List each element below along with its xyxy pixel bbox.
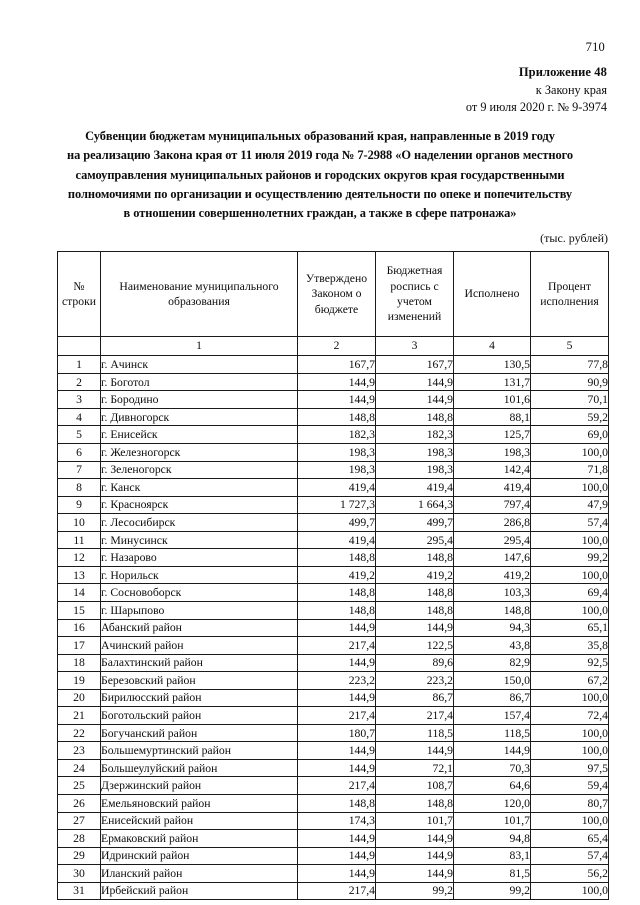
cell-municipality-name: Ачинский район — [101, 637, 298, 655]
cell-executed: 419,2 — [454, 566, 531, 584]
cell-percent-executed: 100,0 — [531, 812, 609, 830]
document-title-line: полномочиями по организации и осуществлению деятельности по опеке и попечительству — [67, 187, 573, 202]
cell-row-number: 26 — [58, 794, 101, 812]
cell-percent-executed: 47,9 — [531, 496, 609, 514]
column-number-cell — [58, 337, 101, 356]
document-title — [42, 127, 598, 224]
cell-approved-by-law: 144,9 — [298, 689, 376, 707]
cell-percent-executed: 69,0 — [531, 426, 609, 444]
cell-budget-schedule: 148,8 — [376, 584, 454, 602]
cell-budget-schedule: 108,7 — [376, 777, 454, 795]
cell-municipality-name: г. Ачинск — [101, 356, 298, 374]
table-row — [58, 479, 609, 497]
cell-budget-schedule: 144,9 — [376, 391, 454, 409]
cell-executed: 101,7 — [454, 812, 531, 830]
column-header-executed — [454, 252, 531, 337]
cell-municipality-name: г. Шарыпово — [101, 601, 298, 619]
cell-percent-executed: 100,0 — [531, 479, 609, 497]
cell-percent-executed: 80,7 — [531, 794, 609, 812]
cell-approved-by-law: 148,8 — [298, 601, 376, 619]
cell-row-number: 22 — [58, 724, 101, 742]
cell-approved-by-law: 144,9 — [298, 865, 376, 883]
cell-executed: 86,7 — [454, 689, 531, 707]
table-row — [58, 461, 609, 479]
cell-budget-schedule: 89,6 — [376, 654, 454, 672]
cell-executed: 70,3 — [454, 759, 531, 777]
cell-executed: 83,1 — [454, 847, 531, 865]
table-row — [58, 426, 609, 444]
cell-municipality-name: г. Дивногорск — [101, 408, 298, 426]
cell-approved-by-law: 148,8 — [298, 549, 376, 567]
cell-executed: 198,3 — [454, 444, 531, 462]
cell-percent-executed: 100,0 — [531, 444, 609, 462]
table-row — [58, 496, 609, 514]
header-text-line: Законом о — [311, 287, 362, 301]
cell-percent-executed: 100,0 — [531, 566, 609, 584]
cell-budget-schedule: 198,3 — [376, 461, 454, 479]
column-header-approved-by-law — [298, 252, 376, 337]
cell-approved-by-law: 144,9 — [298, 830, 376, 848]
cell-row-number: 4 — [58, 408, 101, 426]
cell-percent-executed: 65,4 — [531, 830, 609, 848]
cell-row-number: 27 — [58, 812, 101, 830]
table-row — [58, 794, 609, 812]
cell-row-number: 8 — [58, 479, 101, 497]
cell-row-number: 25 — [58, 777, 101, 795]
cell-municipality-name: г. Железногорск — [101, 444, 298, 462]
cell-budget-schedule: 144,9 — [376, 373, 454, 391]
cell-approved-by-law: 217,4 — [298, 707, 376, 725]
cell-percent-executed: 71,8 — [531, 461, 609, 479]
cell-budget-schedule: 148,8 — [376, 408, 454, 426]
cell-approved-by-law: 148,8 — [298, 794, 376, 812]
table-row — [58, 408, 609, 426]
cell-percent-executed: 90,9 — [531, 373, 609, 391]
cell-executed: 147,6 — [454, 549, 531, 567]
table-row — [58, 882, 609, 900]
cell-approved-by-law: 419,4 — [298, 479, 376, 497]
header-text-line: бюджете — [314, 302, 359, 316]
cell-municipality-name: Емельяновский район — [101, 794, 298, 812]
table-row — [58, 830, 609, 848]
cell-percent-executed: 100,0 — [531, 882, 609, 900]
cell-budget-schedule: 118,5 — [376, 724, 454, 742]
header-text-line: учетом — [397, 295, 432, 308]
column-number-cell: 3 — [376, 337, 454, 356]
cell-budget-schedule: 167,7 — [376, 356, 454, 374]
cell-executed: 286,8 — [454, 514, 531, 532]
cell-approved-by-law: 148,8 — [298, 408, 376, 426]
cell-executed: 101,6 — [454, 391, 531, 409]
cell-percent-executed: 77,8 — [531, 356, 609, 374]
cell-executed: 82,9 — [454, 654, 531, 672]
cell-municipality-name: Абанский район — [101, 619, 298, 637]
cell-municipality-name: г. Красноярск — [101, 496, 298, 514]
cell-row-number: 30 — [58, 865, 101, 883]
cell-budget-schedule: 122,5 — [376, 637, 454, 655]
cell-row-number: 29 — [58, 847, 101, 865]
table-row — [58, 584, 609, 602]
table-row — [58, 566, 609, 584]
cell-approved-by-law: 144,9 — [298, 759, 376, 777]
cell-percent-executed: 100,0 — [531, 742, 609, 760]
header-text-line: строки — [61, 295, 97, 308]
cell-municipality-name: Боготольский район — [101, 707, 298, 725]
header-text-line: Бюджетная — [386, 264, 443, 278]
cell-municipality-name: Большемуртинский район — [101, 742, 298, 760]
cell-approved-by-law: 144,9 — [298, 391, 376, 409]
table-row — [58, 759, 609, 777]
cell-budget-schedule: 295,4 — [376, 531, 454, 549]
header-text-line: роспись с — [390, 279, 439, 293]
cell-row-number: 12 — [58, 549, 101, 567]
table-row — [58, 619, 609, 637]
cell-percent-executed: 57,4 — [531, 847, 609, 865]
cell-municipality-name: г. Канск — [101, 479, 298, 497]
column-number-cell: 5 — [531, 337, 609, 356]
table-row — [58, 847, 609, 865]
table-body — [58, 356, 609, 900]
cell-municipality-name: г. Бородино — [101, 391, 298, 409]
cell-approved-by-law: 198,3 — [298, 444, 376, 462]
cell-executed: 43,8 — [454, 637, 531, 655]
cell-row-number: 5 — [58, 426, 101, 444]
cell-municipality-name: Дзержинский район — [101, 777, 298, 795]
document-title-line: в отношении совершеннолетних граждан, а также в сфере патронажа» — [123, 206, 517, 221]
cell-municipality-name: Идринский район — [101, 847, 298, 865]
cell-municipality-name: Балахтинский район — [101, 654, 298, 672]
cell-row-number: 24 — [58, 759, 101, 777]
report-table-container — [57, 251, 608, 900]
cell-percent-executed: 65,1 — [531, 619, 609, 637]
cell-approved-by-law: 180,7 — [298, 724, 376, 742]
cell-approved-by-law: 144,9 — [298, 619, 376, 637]
cell-executed: 81,5 — [454, 865, 531, 883]
cell-executed: 125,7 — [454, 426, 531, 444]
cell-executed: 797,4 — [454, 496, 531, 514]
table-column-numbering-row — [58, 337, 609, 356]
cell-budget-schedule: 182,3 — [376, 426, 454, 444]
cell-municipality-name: г. Минусинск — [101, 531, 298, 549]
cell-row-number: 9 — [58, 496, 101, 514]
header-text-line: Наименование муниципального — [119, 279, 279, 293]
cell-executed: 157,4 — [454, 707, 531, 725]
cell-budget-schedule: 148,8 — [376, 549, 454, 567]
cell-approved-by-law: 144,9 — [298, 847, 376, 865]
cell-executed: 118,5 — [454, 724, 531, 742]
cell-municipality-name: г. Сосновоборск — [101, 584, 298, 602]
cell-budget-schedule: 148,8 — [376, 794, 454, 812]
cell-budget-schedule: 198,3 — [376, 444, 454, 462]
cell-approved-by-law: 144,9 — [298, 654, 376, 672]
cell-municipality-name: г. Боготол — [101, 373, 298, 391]
document-title-line: на реализацию Закона края от 11 июля 2019 года № 7-2988 «О наделении органов местного — [66, 148, 573, 163]
cell-row-number: 10 — [58, 514, 101, 532]
cell-approved-by-law: 217,4 — [298, 777, 376, 795]
cell-approved-by-law: 419,4 — [298, 531, 376, 549]
table-row — [58, 373, 609, 391]
cell-row-number: 23 — [58, 742, 101, 760]
header-text-line: изменений — [387, 310, 442, 324]
table-head — [58, 252, 609, 356]
units-note: (тыс. рублей) — [540, 231, 608, 245]
cell-percent-executed: 70,1 — [531, 391, 609, 409]
cell-row-number: 15 — [58, 601, 101, 619]
cell-executed: 88,1 — [454, 408, 531, 426]
cell-row-number: 20 — [58, 689, 101, 707]
appendix-reference-block — [466, 64, 607, 117]
cell-approved-by-law: 144,9 — [298, 742, 376, 760]
appendix-date-number-line: от 9 июля 2020 г. № 9-3974 — [465, 100, 607, 115]
table-row — [58, 777, 609, 795]
column-number-cell: 1 — [101, 337, 298, 356]
cell-percent-executed: 99,2 — [531, 549, 609, 567]
header-text-line: Утверждено — [305, 271, 368, 285]
cell-percent-executed: 67,2 — [531, 672, 609, 690]
cell-percent-executed: 100,0 — [531, 689, 609, 707]
table-row — [58, 391, 609, 409]
table-row — [58, 865, 609, 883]
table-row — [58, 654, 609, 672]
cell-executed: 64,6 — [454, 777, 531, 795]
cell-municipality-name: Ермаковский район — [101, 830, 298, 848]
cell-executed: 103,3 — [454, 584, 531, 602]
cell-row-number: 3 — [58, 391, 101, 409]
cell-budget-schedule: 419,4 — [376, 479, 454, 497]
table-row — [58, 707, 609, 725]
cell-executed: 99,2 — [454, 882, 531, 900]
table-row — [58, 812, 609, 830]
appendix-law-line: к Закону края — [535, 82, 607, 97]
cell-approved-by-law: 148,8 — [298, 584, 376, 602]
cell-municipality-name: Бирилюсский район — [101, 689, 298, 707]
cell-approved-by-law: 1 727,3 — [298, 496, 376, 514]
cell-executed: 94,8 — [454, 830, 531, 848]
cell-row-number: 17 — [58, 637, 101, 655]
cell-approved-by-law: 144,9 — [298, 373, 376, 391]
cell-percent-executed: 72,4 — [531, 707, 609, 725]
cell-executed: 148,8 — [454, 601, 531, 619]
table-row — [58, 672, 609, 690]
cell-executed: 130,5 — [454, 356, 531, 374]
cell-approved-by-law: 419,2 — [298, 566, 376, 584]
cell-executed: 150,0 — [454, 672, 531, 690]
cell-approved-by-law: 198,3 — [298, 461, 376, 479]
cell-municipality-name: г. Норильск — [101, 566, 298, 584]
cell-executed: 131,7 — [454, 373, 531, 391]
table-row — [58, 601, 609, 619]
cell-percent-executed: 56,2 — [531, 865, 609, 883]
table-row — [58, 549, 609, 567]
appendix-title: Приложение 48 — [518, 65, 607, 79]
column-header-budget-schedule — [376, 252, 454, 337]
cell-row-number: 2 — [58, 373, 101, 391]
cell-municipality-name: Березовский район — [101, 672, 298, 690]
cell-budget-schedule: 217,4 — [376, 707, 454, 725]
cell-percent-executed: 35,8 — [531, 637, 609, 655]
cell-municipality-name: г. Зеленогорск — [101, 461, 298, 479]
cell-executed: 94,3 — [454, 619, 531, 637]
cell-row-number: 18 — [58, 654, 101, 672]
page-number: 710 — [585, 40, 605, 54]
cell-row-number: 16 — [58, 619, 101, 637]
column-number-cell: 4 — [454, 337, 531, 356]
header-text-line: Исполнено — [464, 287, 520, 301]
cell-executed: 142,4 — [454, 461, 531, 479]
cell-percent-executed: 59,4 — [531, 777, 609, 795]
cell-percent-executed: 59,2 — [531, 408, 609, 426]
cell-municipality-name: Ирбейский район — [101, 882, 298, 900]
column-number-cell: 2 — [298, 337, 376, 356]
cell-executed: 419,4 — [454, 479, 531, 497]
cell-budget-schedule: 148,8 — [376, 601, 454, 619]
table-row — [58, 724, 609, 742]
cell-budget-schedule: 419,2 — [376, 566, 454, 584]
table-row — [58, 742, 609, 760]
cell-percent-executed: 69,4 — [531, 584, 609, 602]
cell-percent-executed: 92,5 — [531, 654, 609, 672]
cell-budget-schedule: 144,9 — [376, 847, 454, 865]
cell-percent-executed: 97,5 — [531, 759, 609, 777]
header-text-line: Процент — [548, 279, 591, 293]
cell-approved-by-law: 217,4 — [298, 637, 376, 655]
cell-budget-schedule: 144,9 — [376, 865, 454, 883]
cell-municipality-name: Богучанский район — [101, 724, 298, 742]
header-text-line: исполнения — [540, 295, 599, 308]
cell-municipality-name: Енисейский район — [101, 812, 298, 830]
cell-percent-executed: 100,0 — [531, 531, 609, 549]
cell-row-number: 6 — [58, 444, 101, 462]
document-title-line: самоуправления муниципальных районов и городских округов края государственными — [75, 167, 565, 182]
cell-row-number: 13 — [58, 566, 101, 584]
cell-row-number: 11 — [58, 531, 101, 549]
cell-row-number: 19 — [58, 672, 101, 690]
cell-approved-by-law: 217,4 — [298, 882, 376, 900]
cell-row-number: 21 — [58, 707, 101, 725]
table-row — [58, 637, 609, 655]
cell-budget-schedule: 86,7 — [376, 689, 454, 707]
cell-row-number: 31 — [58, 882, 101, 900]
cell-row-number: 14 — [58, 584, 101, 602]
cell-budget-schedule: 99,2 — [376, 882, 454, 900]
cell-row-number: 28 — [58, 830, 101, 848]
column-header-municipality-name — [101, 252, 298, 337]
cell-row-number: 7 — [58, 461, 101, 479]
report-table — [57, 251, 609, 900]
cell-municipality-name: Иланский район — [101, 865, 298, 883]
cell-percent-executed: 57,4 — [531, 514, 609, 532]
cell-approved-by-law: 167,7 — [298, 356, 376, 374]
cell-percent-executed: 100,0 — [531, 601, 609, 619]
cell-budget-schedule: 101,7 — [376, 812, 454, 830]
table-row — [58, 356, 609, 374]
cell-executed: 144,9 — [454, 742, 531, 760]
cell-budget-schedule: 144,9 — [376, 830, 454, 848]
cell-approved-by-law: 174,3 — [298, 812, 376, 830]
cell-budget-schedule: 144,9 — [376, 619, 454, 637]
cell-budget-schedule: 499,7 — [376, 514, 454, 532]
cell-budget-schedule: 1 664,3 — [376, 496, 454, 514]
cell-executed: 295,4 — [454, 531, 531, 549]
column-header-percent-executed — [531, 252, 609, 337]
cell-municipality-name: г. Назарово — [101, 549, 298, 567]
cell-executed: 120,0 — [454, 794, 531, 812]
cell-municipality-name: г. Лесосибирск — [101, 514, 298, 532]
cell-approved-by-law: 223,2 — [298, 672, 376, 690]
column-header-row-number — [58, 252, 101, 337]
header-text-line: № — [73, 279, 85, 293]
table-row — [58, 531, 609, 549]
header-text-line: образования — [168, 295, 230, 308]
cell-approved-by-law: 182,3 — [298, 426, 376, 444]
cell-budget-schedule: 223,2 — [376, 672, 454, 690]
table-row — [58, 444, 609, 462]
cell-budget-schedule: 72,1 — [376, 759, 454, 777]
document-title-line: Субвенции бюджетам муниципальных образований края, направленные в 2019 году — [85, 129, 555, 143]
table-row — [58, 514, 609, 532]
cell-municipality-name: г. Енисейск — [101, 426, 298, 444]
cell-row-number: 1 — [58, 356, 101, 374]
table-header-row — [58, 252, 609, 337]
table-row — [58, 689, 609, 707]
cell-budget-schedule: 144,9 — [376, 742, 454, 760]
cell-municipality-name: Большеулуйский район — [101, 759, 298, 777]
cell-percent-executed: 100,0 — [531, 724, 609, 742]
cell-approved-by-law: 499,7 — [298, 514, 376, 532]
